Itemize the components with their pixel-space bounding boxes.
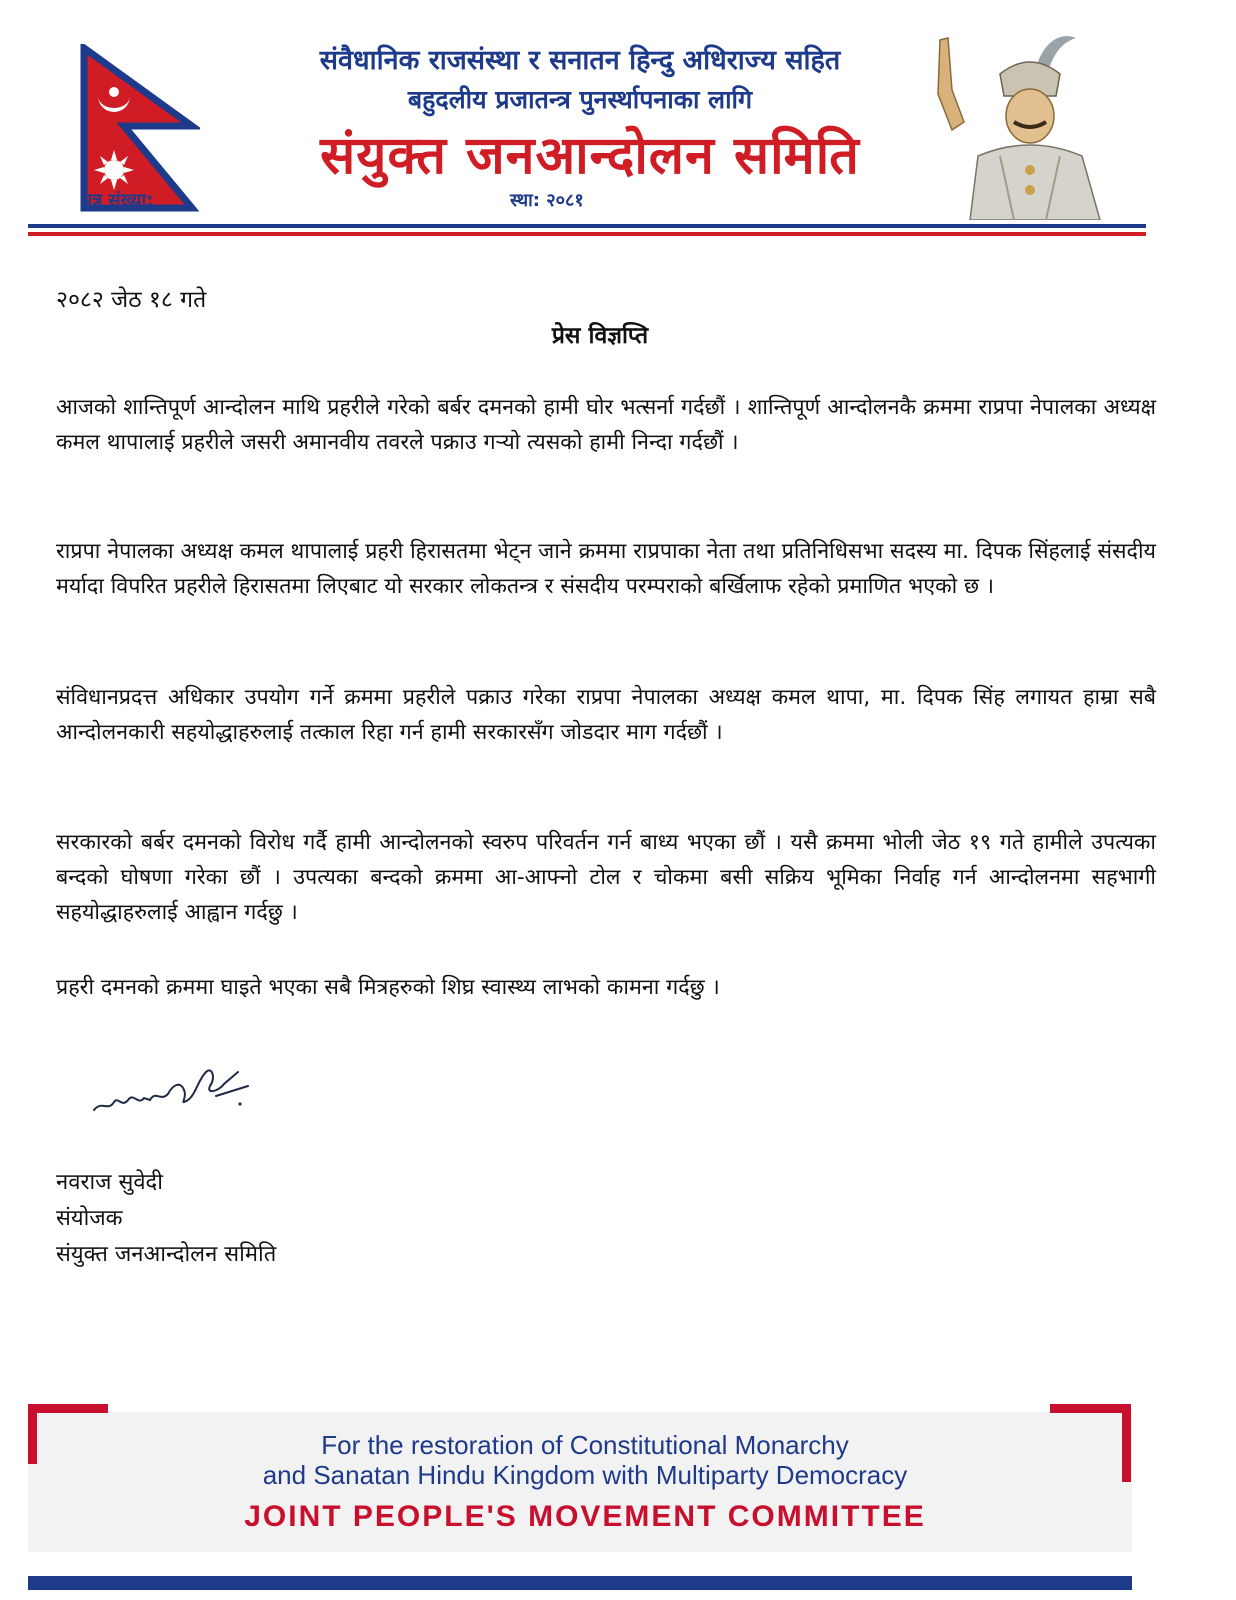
- paragraph: आजको शान्तिपूर्ण आन्दोलन माथि प्रहरीले गरेको बर्बर दमनको हामी घोर भत्सर्ना गर्दछौं । शान्तिपूर्ण आन्दोलनकै क्रममा राप्रपा नेपालका अध्यक्ष कमल थापालाई प्रहरीले जसरी अमानवीय तवरले पक्राउ गऱ्यो त्यसको हामी निन्दा गर्दछौं ।: [56, 395, 1156, 455]
- footer-bracket-right-top: [1050, 1404, 1131, 1413]
- organization-name: संयुक्त जनआन्दोलन समिति: [320, 126, 860, 186]
- header-divider-blue: [28, 224, 1146, 228]
- footer-tagline-1: For the restoration of Constitutional Monarchy: [321, 1430, 849, 1460]
- footer-tagline-2: and Sanatan Hindu Kingdom with Multiparty Democracy: [262, 1460, 908, 1490]
- paragraph: प्रहरी दमनको क्रममा घाइते भएका सबै मित्रहरुको शिघ्र स्वास्थ्य लाभको कामना गर्दछु ।: [56, 975, 720, 1000]
- letter-date: २०८२ जेठ १८ गते: [56, 287, 207, 313]
- footer-bracket-left: [28, 1404, 37, 1464]
- signatory-name: नवराज सुवेदी: [56, 1170, 163, 1195]
- paragraph: सरकारको बर्बर दमनको विरोध गर्दै हामी आन्दोलनको स्वरुप परिवर्तन गर्न बाध्य भएका छौं । यसै क्रममा भोली जेठ १९ गते हामीले उपत्यका बन्दको घोषणा गरेका छौं । उपत्यका बन्दको क्रममा आ-आफ्नो टोल र चोकमा बसी सक्रिय भूमिका निर्वाह गर्न आन्दोलनमा सहभागी सहयोद्धाहरुलाई आह्वान गर्दछु ।: [56, 830, 1156, 925]
- king-portrait-image: [930, 30, 1130, 220]
- paragraph: संविधानप्रदत्त अधिकार उपयोग गर्ने क्रममा प्रहरीले पक्राउ गरेका राप्रपा नेपालका अध्यक्ष कमल थापा, मा. दिपक सिंह लगायत हाम्रा सबै आन्दोलनकारी सहयोद्धाहरुलाई तत्काल रिहा गर्न हामी सरकारसँग जोडदार माग गर्दछौं ।: [56, 685, 1156, 745]
- signatory-organization: संयुक्त जनआन्दोलन समिति: [56, 1242, 277, 1267]
- press-release-title: प्रेस विज्ञप्ति: [551, 323, 649, 349]
- footer-divider: [28, 1576, 1132, 1590]
- paragraph: राप्रपा नेपालका अध्यक्ष कमल थापालाई प्रहरी हिरासतमा भेट्न जाने क्रममा राप्रपाका नेता तथा प्रतिनिधिसभा सदस्य मा. दिपक सिंहलाई संसदीय मर्यादा विपरित प्रहरीले हिरासतमा लिएबाट यो सरकार लोकतन्त्र र संसदीय परम्पराको बर्खिलाफ रहेको प्रमाणित भएको छ ।: [56, 539, 1156, 599]
- footer-bracket-left-top: [28, 1404, 108, 1413]
- header-tagline-2: बहुदलीय प्रजातन्त्र पुनर्स्थापनाका लागि: [407, 85, 753, 114]
- handwritten-signature: [88, 1050, 258, 1130]
- signatory-title: संयोजक: [56, 1206, 123, 1231]
- header-divider-red: [28, 232, 1146, 236]
- footer-bracket-right: [1122, 1404, 1131, 1482]
- letter-number-label: पत्र संख्या:: [82, 190, 154, 211]
- header-tagline-1: संवैधानिक राजसंस्था र सनातन हिन्दु अधिराज्य सहित: [319, 45, 841, 76]
- footer-organization-name: JOINT PEOPLE'S MOVEMENT COMMITTEE: [244, 1500, 926, 1533]
- established-label: स्था: २०८१: [510, 190, 584, 211]
